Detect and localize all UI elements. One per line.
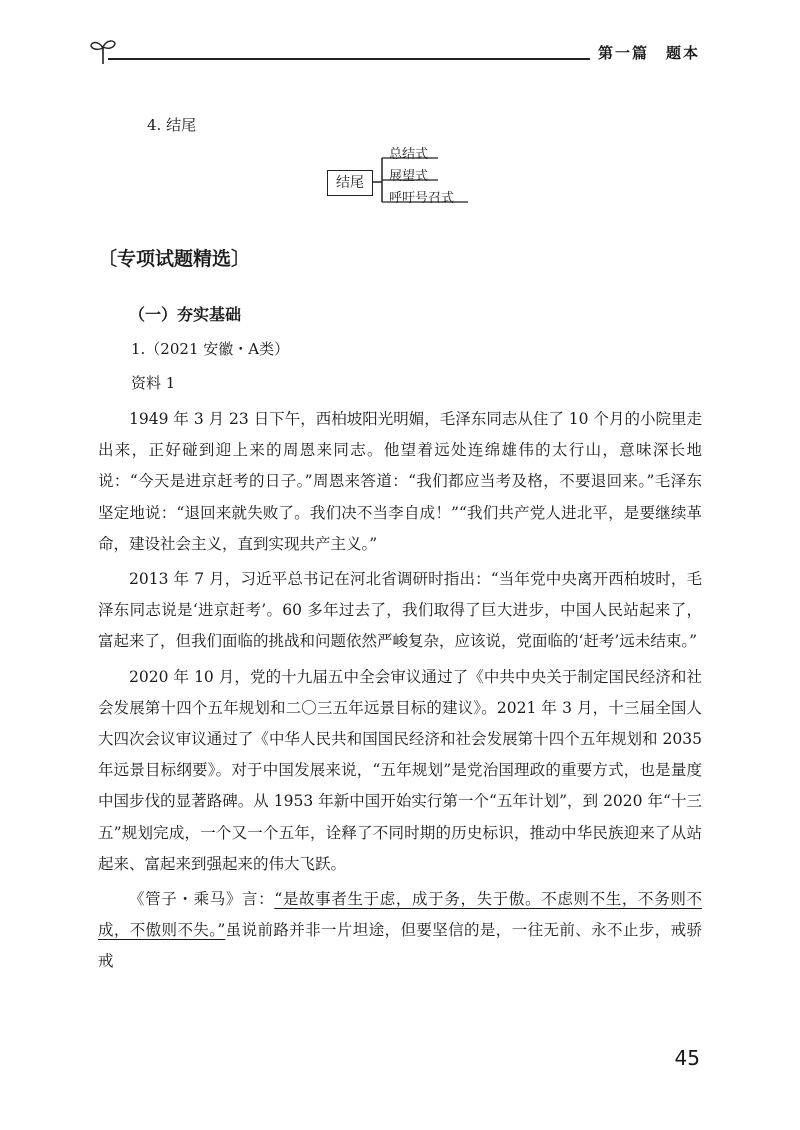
sprout-icon	[88, 34, 118, 68]
ending-diagram	[318, 140, 488, 210]
underlined-quote: “是故事者生于虑，成于务，失于傲。不虑则不生，不务则不成，不傲则不失。”	[98, 890, 702, 940]
material-body	[98, 404, 702, 982]
paragraph: 2020 年 10 月，党的十九届五中全会审议通过了《中共中央关于制定国民经济和社会发展第十四个五年规划和二〇三五年远景目标的建议》。2021 年 3 月，十三届全国人大四次会议审议通过了《中华人民共和国国民经济和社会发展第十四个五年规划和 2035 年远景目标纲要》。对于中国发展来说，“五年规划”是党治国理政的重要方式，也是量度中国步伐的显著路碑。从 1953 年新中国开始实行第一个“五年计划”，到 2020 年“十三五”规划完成，一个又一个五年，诠释了不同时期的历史标识，推动中华民族迎来了从站起来、富起来到强起来的伟大飞跃。	[98, 667, 702, 873]
diagram-root: 结尾	[327, 170, 373, 196]
paragraph	[98, 884, 702, 978]
diagram-item: 呼吁号召式	[389, 191, 455, 206]
material-label: 资料 1	[131, 374, 176, 392]
section-heading: 4. 结尾	[147, 116, 197, 134]
subsection-title: （一）夯实基础	[129, 305, 242, 324]
paragraph: 1949 年 3 月 23 日下午，西柏坡阳光明媚，毛泽东同志从住了 10 个月的小院里走出来，正好碰到迎上来的周恩来同志。他望着远处连绵雄伟的太行山，意味深长地说：“今天是进京赶考的日子。”周恩来答道：“我们都应当考及格，不要退回来。”毛泽东坚定地说：“退回来就失败了。我们决不当李自成！”“我们共产党人进北平，是要继续革命，建设社会主义，直到实现共产主义。”	[98, 410, 702, 553]
question-label: 1.（2021 安徽・A类）	[131, 340, 290, 358]
paragraph: 2013 年 7 月，习近平总书记在河北省调研时指出：“当年党中央离开西柏坡时，毛泽东同志说是‘进京赶考’。60 多年过去了，我们取得了巨大进步，中国人民站起来了，富起来了，但我们面临的挑战和问题依然严峻复杂，应该说，党面临的‘赶考’远未结束。”	[98, 570, 702, 651]
diagram-item: 总结式	[389, 147, 429, 162]
header-rule	[108, 58, 590, 60]
special-title: 〔专项试题精选〕	[98, 248, 251, 270]
page-number: 45	[674, 1046, 700, 1070]
paragraph-tail: 虽说前路并非一片坦途，但要坚信的是，一往无前、永不止步，戒骄戒	[98, 921, 702, 971]
page-header	[88, 34, 700, 70]
quote-source: 《管子・乘马》言：	[129, 890, 275, 909]
diagram-item: 展望式	[389, 169, 429, 184]
header-title: 第一篇 题本	[597, 44, 700, 62]
